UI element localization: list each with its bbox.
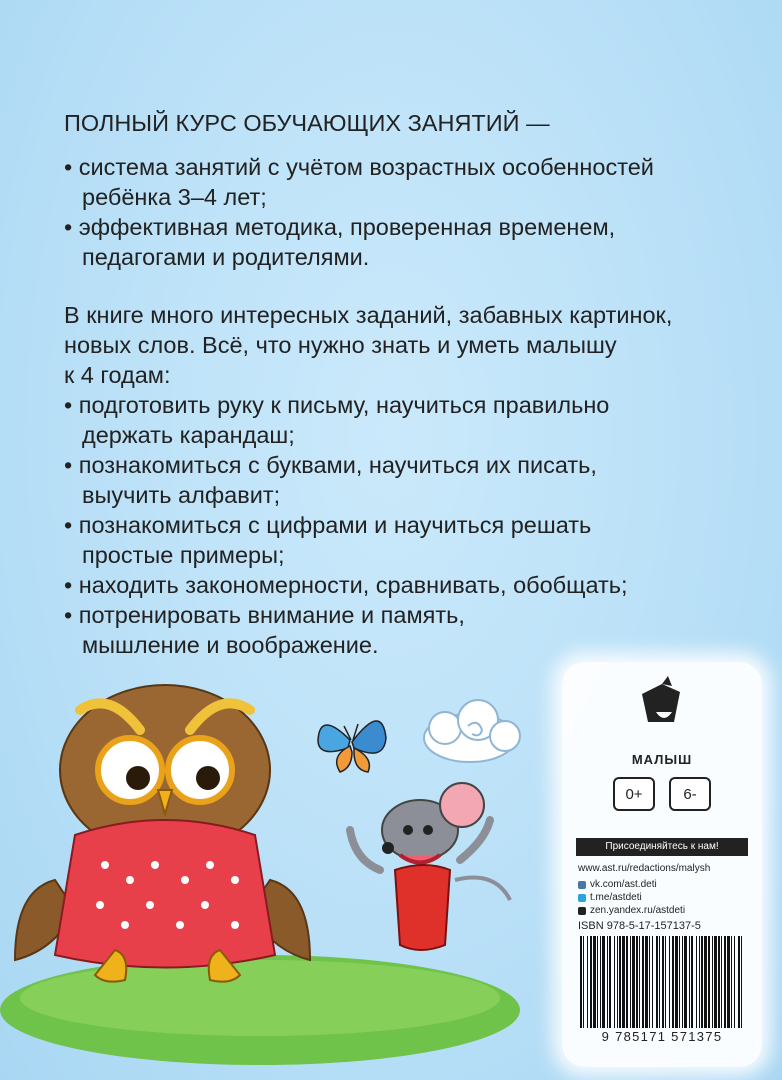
barcode-bar	[672, 936, 674, 1028]
cover-text	[64, 108, 704, 660]
course-heading: ПОЛНЫЙ КУРС ОБУЧАЮЩИХ ЗАНЯТИЙ —	[64, 110, 550, 136]
barcode-bar	[583, 936, 584, 1028]
skill-bullet-1-line-2: держать карандаш;	[82, 422, 295, 448]
social-link-telegram[interactable]	[578, 892, 642, 903]
barcode-bar	[665, 936, 666, 1028]
skill-bullet-5-line-1: • потренировать внимание и память,	[64, 602, 465, 628]
barcode-bar	[639, 936, 640, 1028]
barcode-bar	[636, 936, 638, 1028]
publisher-logo	[562, 674, 762, 794]
barcode-bar	[645, 936, 648, 1028]
butterfly-icon	[318, 721, 386, 772]
barcode-bar	[679, 936, 680, 1028]
barcode-bar	[738, 936, 740, 1028]
age-badge-primary: 0+	[613, 777, 655, 811]
barcode-bar	[699, 936, 700, 1028]
barcode-bar	[656, 936, 658, 1028]
intro-bullet-2-line-1: • эффективная методика, проверенная временем,	[64, 214, 616, 240]
social-link-vk-text: vk.com/ast.deti	[590, 879, 657, 890]
skills-paragraph-line-3: к 4 годам:	[64, 362, 171, 388]
barcode-bar	[649, 936, 650, 1028]
barcode	[578, 936, 748, 1028]
barcode-bar	[587, 936, 588, 1028]
barcode-bar	[622, 936, 625, 1028]
barcode-bar	[675, 936, 678, 1028]
barcode-bar	[714, 936, 717, 1028]
age-badge-secondary: 6-	[669, 777, 711, 811]
barcode-bar	[630, 936, 631, 1028]
barcode-bar	[718, 936, 720, 1028]
barcode-bar	[669, 936, 670, 1028]
vk-icon	[578, 881, 586, 889]
barcode-bar	[609, 936, 611, 1028]
mouse-illustration	[350, 783, 510, 950]
barcode-bar	[689, 936, 690, 1028]
barcode-bar	[642, 936, 644, 1028]
barcode-bar	[734, 936, 735, 1028]
age-ratings	[562, 777, 762, 811]
skill-bullet-4-line-1: • находить закономерности, сравнивать, обобщать;	[64, 572, 628, 598]
barcode-bar	[682, 936, 683, 1028]
barcode-bar	[593, 936, 596, 1028]
barcode-bar	[727, 936, 730, 1028]
barcode-bar	[712, 936, 713, 1028]
join-us-banner: Присоединяйтесь к нам!	[576, 838, 748, 856]
barcode-bar	[652, 936, 653, 1028]
barcode-bar	[696, 936, 697, 1028]
skill-bullet-2-line-2: выучить алфавит;	[82, 482, 281, 508]
intro-bullet-1-line-2: ребёнка 3–4 лет;	[82, 184, 267, 210]
publisher-logo-text: МАЛЫШ	[631, 752, 693, 767]
barcode-bar	[724, 936, 726, 1028]
barcode-bar	[619, 936, 621, 1028]
barcode-bar	[721, 936, 722, 1028]
social-link-telegram-text: t.me/astdeti	[590, 892, 642, 903]
barcode-bar	[708, 936, 710, 1028]
barcode-bar	[597, 936, 598, 1028]
social-link-vk[interactable]	[578, 879, 657, 890]
barcode-bar	[701, 936, 703, 1028]
barcode-bar	[691, 936, 693, 1028]
barcode-bar	[602, 936, 605, 1028]
isbn-number: ISBN 978-5-17-157137-5	[578, 920, 701, 932]
social-link-zen[interactable]	[578, 905, 685, 916]
owl-illustration	[15, 685, 310, 982]
barcode-bar	[600, 936, 601, 1028]
social-link-zen-text: zen.yandex.ru/astdeti	[590, 905, 686, 916]
barcode-bar	[659, 936, 660, 1028]
cover-illustration	[0, 680, 560, 1080]
telegram-icon	[578, 894, 586, 902]
barcode-bar	[741, 936, 742, 1028]
barcode-bar	[614, 936, 615, 1028]
barcode-bar	[617, 936, 618, 1028]
skill-bullet-3-line-2: простые примеры;	[82, 542, 285, 568]
skill-bullet-5-line-2: мышление и воображение.	[82, 632, 379, 658]
barcode-bar	[626, 936, 628, 1028]
cloud-icon	[424, 700, 520, 762]
skills-paragraph-line-2: новых слов. Всё, что нужно знать и уметь малышу	[64, 332, 617, 358]
barcode-bar	[632, 936, 635, 1028]
barcode-bar	[662, 936, 664, 1028]
skills-paragraph-line-1: В книге много интересных заданий, забавных картинок,	[64, 302, 673, 328]
intro-bullet-1-line-1: • система занятий с учётом возрастных особенностей	[64, 154, 654, 180]
barcode-bar	[684, 936, 687, 1028]
barcode-bar	[590, 936, 592, 1028]
barcode-bar	[704, 936, 707, 1028]
skill-bullet-1-line-1: • подготовить руку к письму, научиться правильно	[64, 392, 610, 418]
skill-bullet-2-line-1: • познакомиться с буквами, научиться их писать,	[64, 452, 597, 478]
barcode-digits: 9 785171 571375	[601, 1029, 723, 1044]
publisher-info-panel	[562, 662, 762, 1067]
zen-icon	[578, 907, 586, 915]
publisher-logo-icon	[632, 674, 692, 744]
intro-bullet-2-line-2: педагогами и родителями.	[82, 244, 370, 270]
publisher-website[interactable]: www.ast.ru/redactions/malysh	[578, 863, 711, 874]
barcode-bar	[731, 936, 732, 1028]
barcode-bar	[607, 936, 608, 1028]
skill-bullet-3-line-1: • познакомиться с цифрами и научиться решать	[64, 512, 592, 538]
barcode-bar	[580, 936, 582, 1028]
